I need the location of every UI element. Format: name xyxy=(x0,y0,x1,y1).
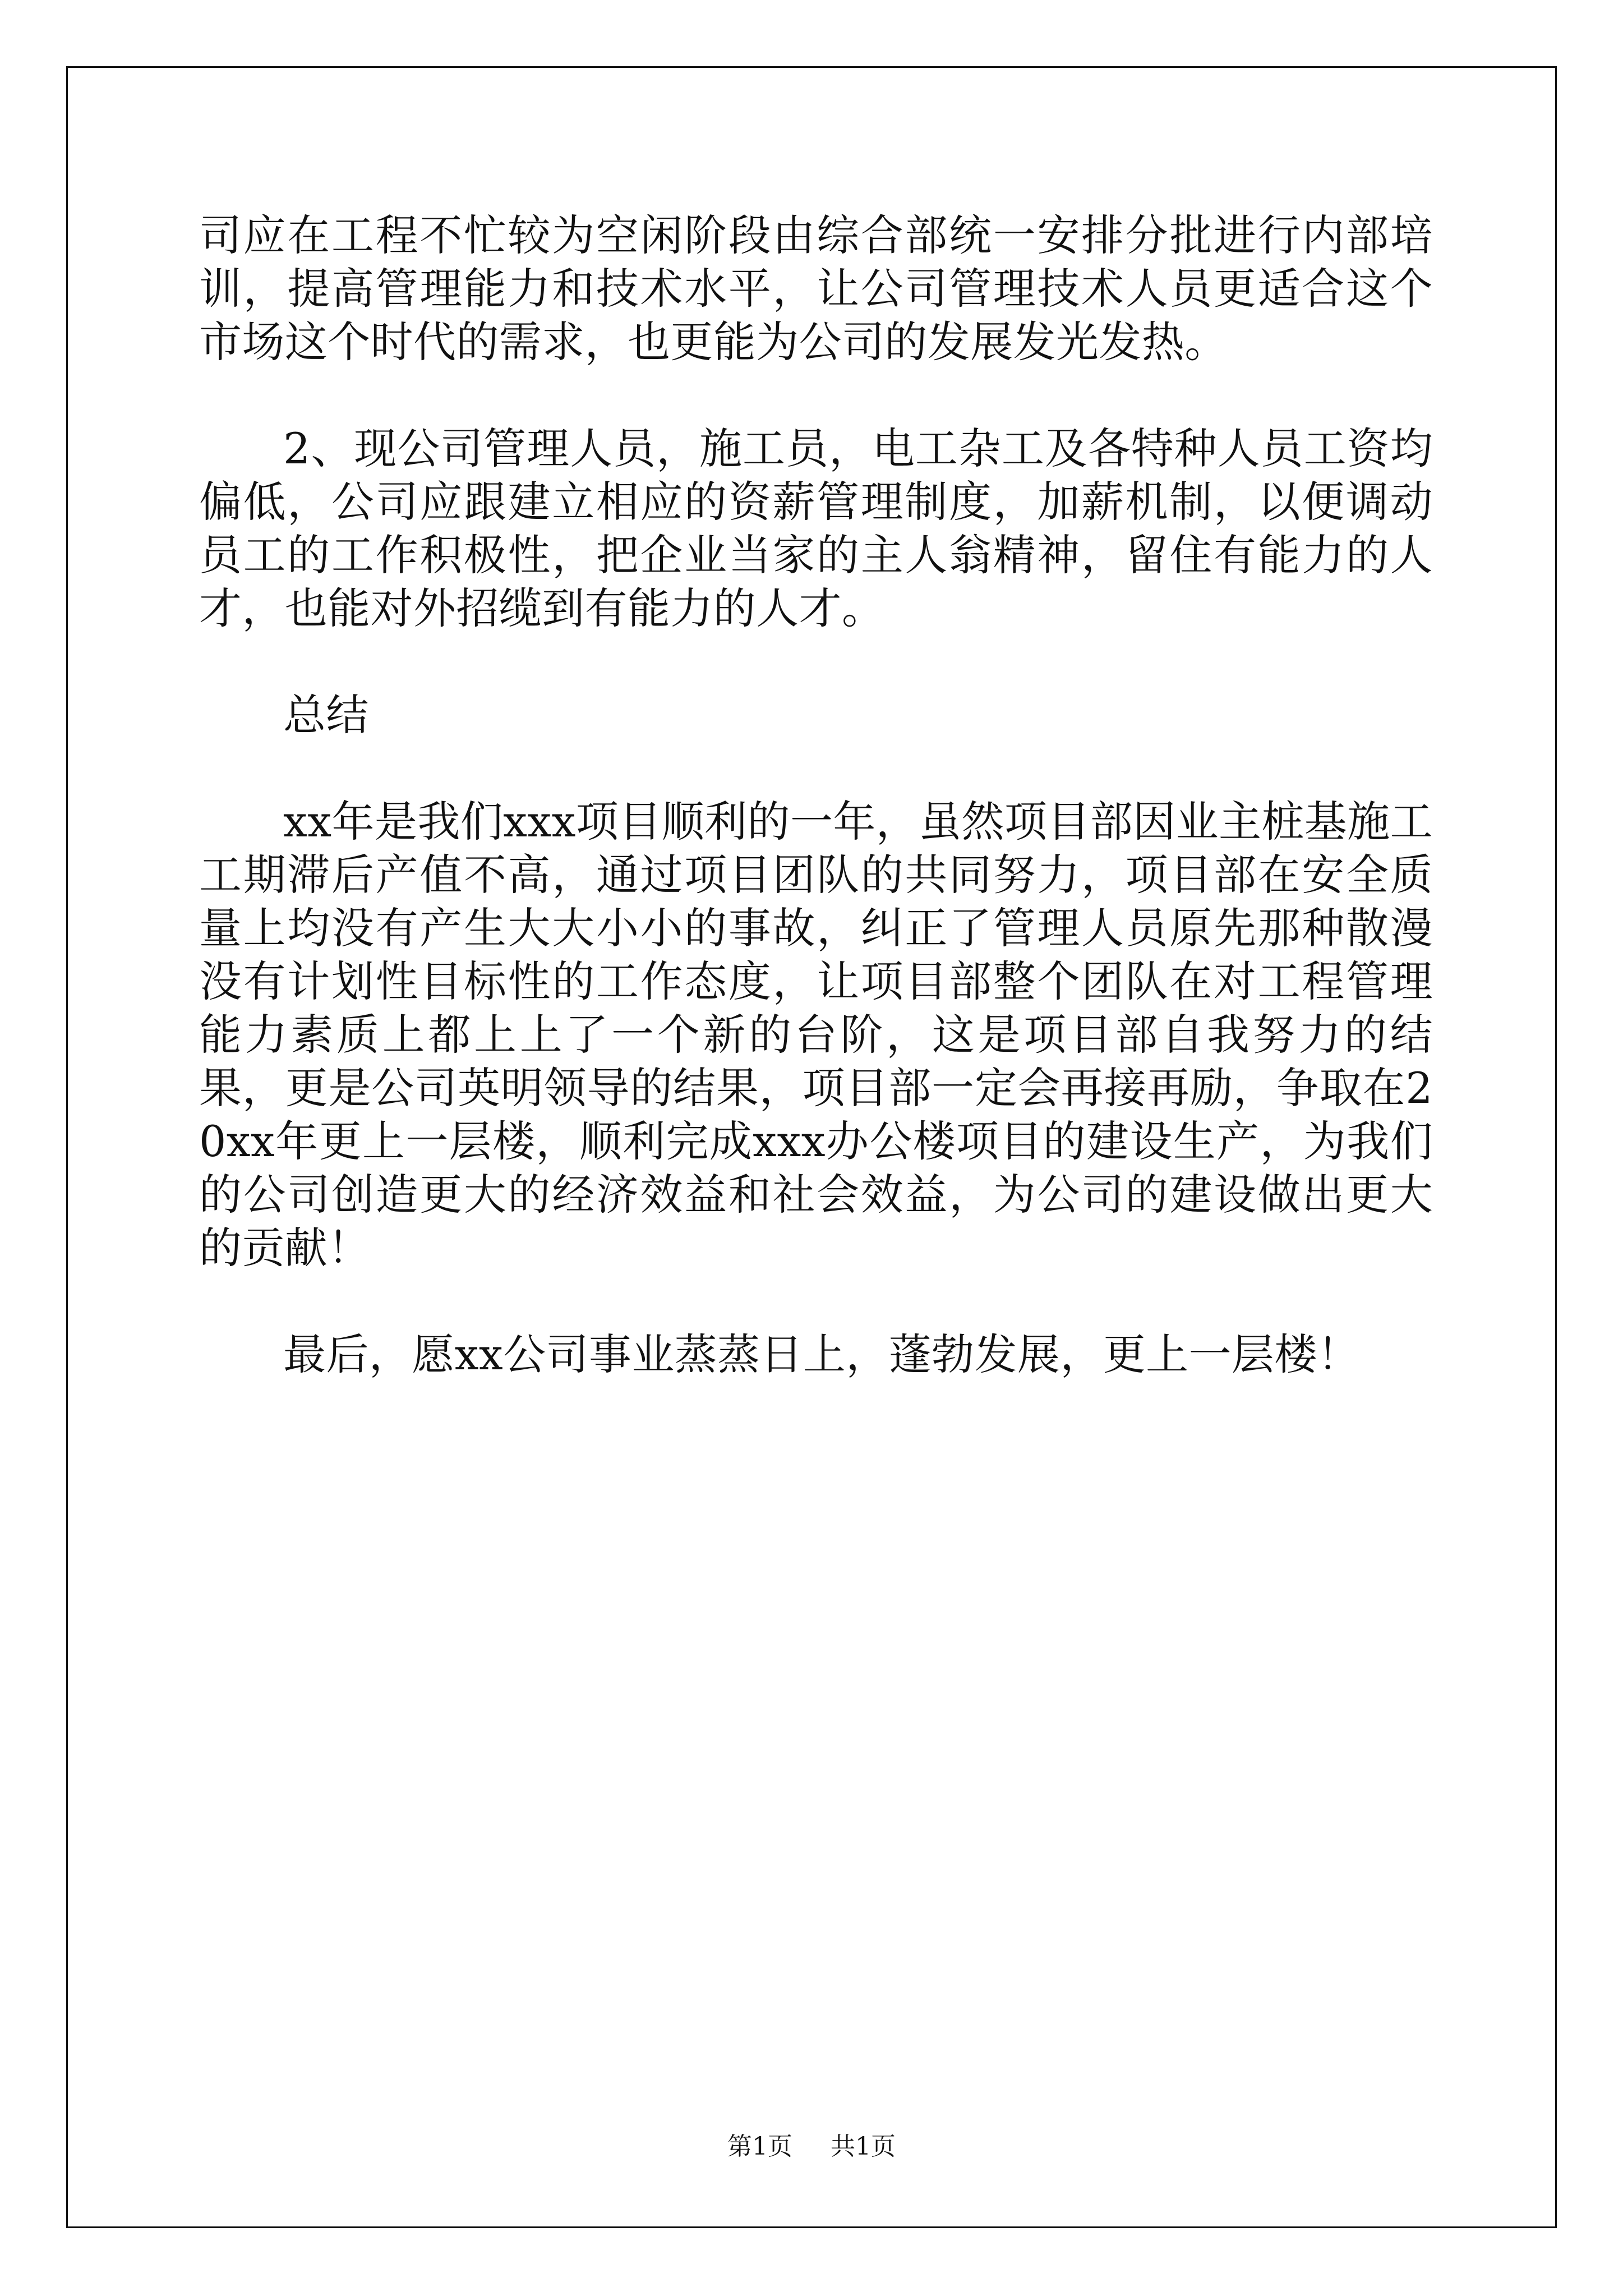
paragraph-closing: 最后，愿xx公司事业蒸蒸日上，蓬勃发展，更上一层楼！ xyxy=(283,1329,1361,1379)
section-heading-summary: 总结 xyxy=(283,690,369,740)
paragraph-salary: 2、现公司管理人员，施工员，电工杂工及各特种人员工资均偏低，公司应跟建立相应的资薪管理制度，加薪机制，以便调动员工的工作积极性，把企业当家的主人翁精神，留住有能力的人才，也能对外招缆到有能力的人才。 xyxy=(199,424,1433,633)
document-body xyxy=(199,209,1433,1434)
page-number: 第1页 xyxy=(727,2132,792,2161)
paragraph-training: 司应在工程不忙较为空闲阶段由综合部统一安排分批进行内部培训，提高管理能力和技术水平，让公司管理技术人员更适合这个市场这个时代的需求，也更能为公司的发展发光发热。 xyxy=(199,210,1433,367)
page-footer xyxy=(0,2126,1623,2162)
page-total: 共1页 xyxy=(831,2132,896,2161)
paragraph-summary: xx年是我们xxx项目顺利的一年，虽然项目部因业主桩基施工工期滞后产值不高，通过项目团队的共同努力，项目部在安全质量上均没有产生大大小小的事故，纠正了管理人员原先那种散漫没有计划性目标性的工作态度，让项目部整个团队在对工程管理能力素质上都上上了一个新的台阶，这是项目部自我努力的结果，更是公司英明领导的结果，项目部一定会再接再励，争取在20xx年更上一层楼，顺利完成xxx办公楼项目的建设生产，为我们的公司创造更大的经济效益和社会效益，为公司的建设做出更大的贡献！ xyxy=(199,797,1433,1273)
